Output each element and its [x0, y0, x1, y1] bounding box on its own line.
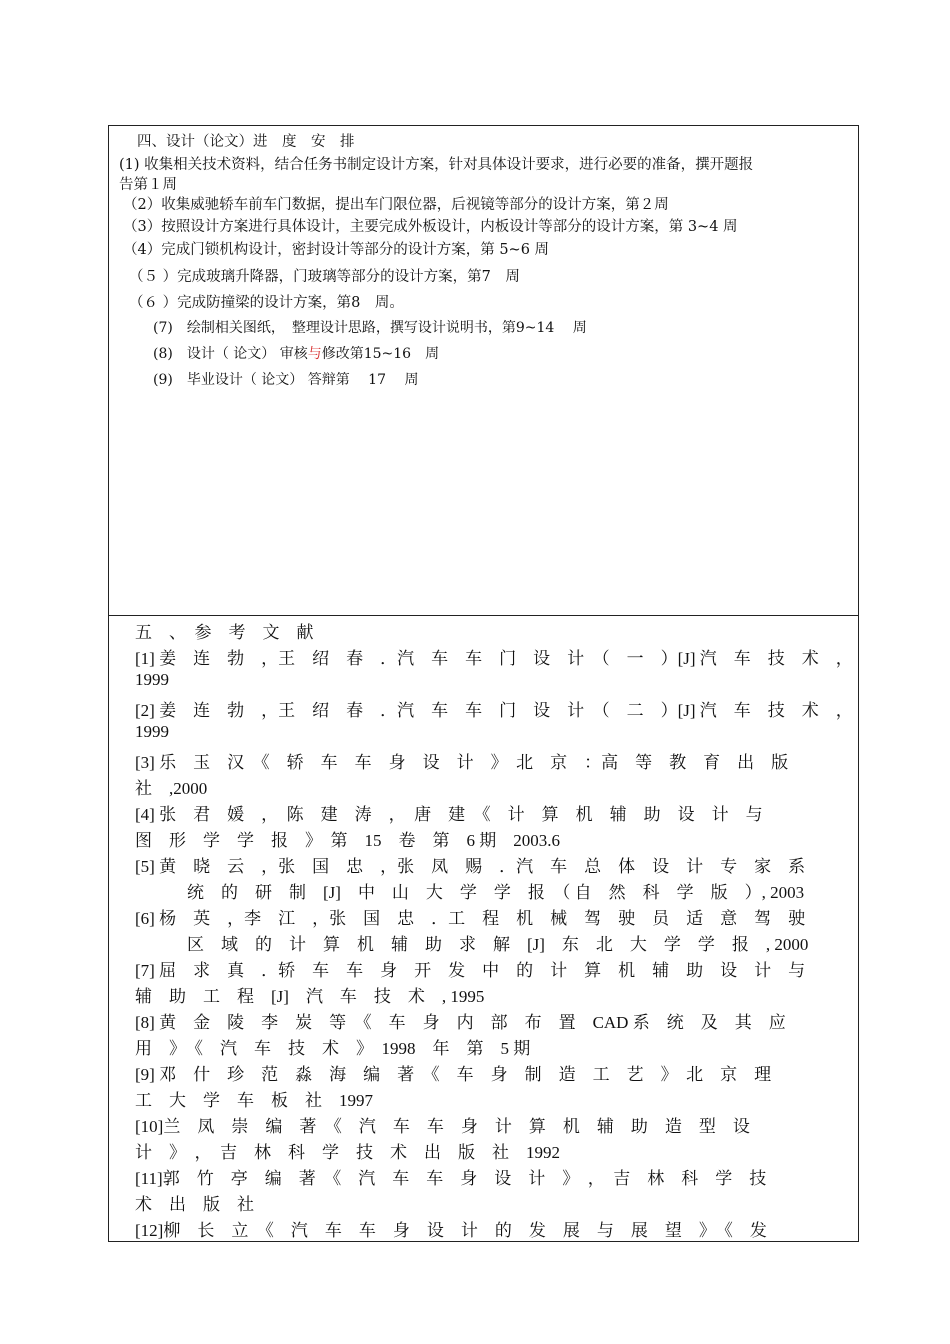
schedule-cell	[109, 126, 858, 616]
reference-line: [6] 杨 英 ，李 江 ，张 国 忠 ．工 程 机 械 驾 驶 员 适 意 驾 驶	[135, 909, 806, 928]
document-table	[108, 125, 859, 1242]
reference-line: 术 出 版 社	[135, 1195, 254, 1214]
reference-line: [11]郭 竹 亭 编 著 《 汽 车 车 身 设 计 》 ， 吉 林 科 学 技	[135, 1169, 767, 1188]
schedule-line-7: (7) 绘制相关图纸， 整理设计思路，撰写设计说明书，第9~14 周	[153, 320, 587, 336]
references-cell	[109, 616, 858, 1241]
schedule-line-2: （2）收集威驰轿车前车门数据，提出车门限位器，后视镜等部分的设计方案，第２周	[123, 197, 669, 213]
reference-line: 辅 助 工 程 [J] 汽 车 技 术 , 1995	[135, 987, 485, 1006]
reference-line: 图 形 学 学 报 》 第 15 卷 第 6 期 2003.6	[135, 831, 560, 850]
schedule-line-1-cont: 告第１周	[119, 177, 177, 193]
highlighted-char: 与	[307, 346, 322, 362]
reference-line: [10]兰 凤 崇 编 著 《 汽 车 车 身 计 算 机 辅 助 造 型 设	[135, 1117, 750, 1136]
reference-line: 用 》 《 汽 车 技 术 》 1998 年 第 5 期	[135, 1039, 531, 1058]
reference-line: 区 域 的 计 算 机 辅 助 求 解 [J] 东 北 大 学 学 报 , 2000	[187, 935, 809, 954]
reference-line: [12]柳 长 立 《 汽 车 车 身 设 计 的 发 展 与 展 望 》 《 发	[135, 1221, 767, 1240]
reference-line: [3] 乐 玉 汉 《 轿 车 车 身 设 计 》 北 京 ：高 等 教 育 出 版	[135, 753, 789, 772]
references-title: 五 、 参 考 文 献	[135, 623, 314, 642]
reference-line: [1] 姜 连 勃 ，王 绍 春 ．汽 车 车 门 设 计 （ 一 ）[J] 汽 车 技 术 ，	[135, 649, 853, 668]
reference-line: 1999	[135, 722, 169, 741]
reference-line: [7] 屈 求 真 ．轿 车 车 身 开 发 中 的 计 算 机 辅 助 设 计 与	[135, 961, 806, 980]
reference-line: [4] 张 君 媛 ， 陈 建 涛 ， 唐 建 《 计 算 机 辅 助 设 计 与	[135, 805, 763, 824]
schedule-line-3: （3）按照设计方案进行具体设计，主要完成外板设计，内板设计等部分的设计方案，第 3~4 周	[123, 219, 738, 235]
reference-line: [8] 黄 金 陵 李 炭 等 《 车 身 内 部 布 置 CAD 系 统 及 其 应	[135, 1013, 786, 1032]
schedule-line-9: (9) 毕业设计（ 论文） 答辩第 17 周	[153, 372, 419, 388]
schedule-line-1: (1) 收集相关技术资料，结合任务书制定设计方案，针对具体设计要求，进行必要的准备，撰开题报	[119, 157, 754, 173]
schedule-line-5: （５ ）完成玻璃升降器，门玻璃等部分的设计方案，第7 周	[129, 269, 520, 285]
reference-line: [9] 邓 什 珍 范 淼 海 编 著 《 车 身 制 造 工 艺 》 北 京 理	[135, 1065, 772, 1084]
reference-line: 1999	[135, 670, 169, 689]
reference-line: 工 大 学 车 板 社 1997	[135, 1091, 373, 1110]
reference-line: [2] 姜 连 勃 ，王 绍 春 ．汽 车 车 门 设 计 （ 二 ）[J] 汽 车 技 术 ，	[135, 701, 853, 720]
schedule-line-8: (8) 设计（ 论文） 审核与修改第15~16 周	[153, 346, 440, 362]
reference-line: 统 的 研 制 [J] 中 山 大 学 学 报 （ 自 然 科 学 版 ）, 2003	[187, 883, 805, 902]
reference-line: 社 ,2000	[135, 779, 208, 798]
schedule-line-4: （4）完成门锁机构设计，密封设计等部分的设计方案，第 5~6 周	[123, 242, 550, 258]
schedule-title: 四、设计（论文）进 度 安 排	[137, 134, 355, 150]
reference-line: 计 》 ， 吉 林 科 学 技 术 出 版 社 1992	[135, 1143, 560, 1162]
schedule-line-6: （６ ）完成防撞梁的设计方案，第8 周。	[129, 295, 404, 311]
reference-line: [5] 黄 晓 云 ，张 国 忠 ，张 凤 赐 ．汽 车 总 体 设 计 专 家 系	[135, 857, 806, 876]
